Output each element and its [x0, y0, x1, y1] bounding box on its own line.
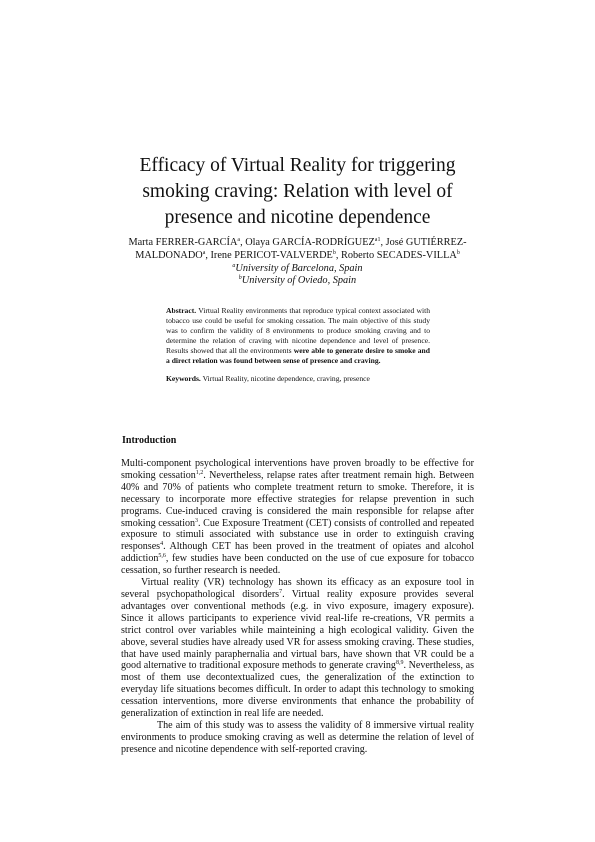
- abstract-label: Abstract.: [166, 306, 197, 315]
- introduction-body: [121, 458, 474, 756]
- paragraph-text: The aim of this study was to assess the validity of 8 immersive virtual reality environments to produce smoking craving as well as determine the relation of level of presence and nicotine dependence with self-reported craving.: [121, 719, 474, 755]
- paragraph: [121, 458, 474, 577]
- keywords-text: Virtual Reality, nicotine dependence, craving, presence: [200, 374, 370, 383]
- paragraph-text: Virtual reality (VR) technology has shown its efficacy as an exposure tool in several psychopathological disorders: [121, 577, 474, 600]
- affiliation-mark: a: [232, 263, 236, 269]
- affiliation-text: University of Barcelona, Spain: [235, 263, 363, 274]
- author-list: [110, 236, 485, 262]
- title-line-1: Efficacy of Virtual Reality for triggering: [139, 155, 456, 176]
- citation-mark: 1,2: [195, 469, 204, 476]
- citation-mark: 5,6: [158, 553, 166, 560]
- keywords-label: Keywords.: [166, 374, 201, 383]
- author-name: Marta FERRER-GARCÍA: [128, 237, 238, 248]
- abstract-text: Virtual Reality environments that reproduce typical context associated with tobacco use could be useful for smoking cessation. The main objective of this study was to confirm the validity of 8 environments to produce smoking craving and to determine the relation of craving with nicotine dependence and level of presence. Results showed that all the environments: [166, 306, 430, 355]
- paragraph-text: . Nevertheless, relapse rates after treatment remain high. Between 40% and 70% of patients who complete treatment return to smoke. Therefore, it is necessary to incorporate more effective strategies for relapse prevention in such programs. Cue-induced craving is considered the main responsible for relapse after smoking cessation: [121, 469, 474, 529]
- affiliation-text: University of Oviedo, Spain: [241, 275, 357, 286]
- author-affiliation-mark: a: [237, 237, 241, 243]
- paragraph-text: Multi-component psychological interventions have proven broadly to be effective for smoking cessation: [121, 458, 474, 481]
- author-name: , Roberto SECADES-VILLA: [335, 250, 457, 261]
- keywords: [166, 374, 430, 384]
- paragraph-text: , few studies have been conducted on the use of cue exposure for tobacco cessation, so further research is needed.: [121, 553, 474, 577]
- paragraph-text: . Nevertheless, as most of them use decontextualized cues, the generalization of the extinction to everyday life situations becomes difficult. In order to adapt this technology to smoking cessation interventions, more diverse environments that enhance the probability of generalization of extinction in real life are needed.: [121, 660, 475, 720]
- title-line-2: smoking craving: Relation with level of: [142, 181, 453, 202]
- section-heading-introduction: Introduction: [122, 435, 177, 446]
- author-name: , José GUTIÉRREZ-MALDONADO: [135, 237, 467, 261]
- paragraph: [121, 720, 474, 756]
- citation-mark: 8,9: [395, 660, 404, 667]
- paragraph-text: . Cue Exposure Treatment (CET) consists of controlled and repeated exposure to stimuli associated with substance use in order to extinguish craving responses: [121, 517, 474, 553]
- affiliation-mark: b: [238, 275, 242, 281]
- author-name: , Olaya GARCÍA-RODRÍGUEZ: [240, 237, 375, 248]
- paper-title: [80, 153, 515, 231]
- author-name: , Irene PERICOT-VALVERDE: [205, 250, 333, 261]
- citation-mark: 3: [195, 517, 199, 524]
- paragraph-text: . Although CET has been proved in the treatment of opiates and alcohol addiction: [121, 541, 474, 565]
- author-affiliation-mark: a: [202, 250, 206, 256]
- abstract: [166, 306, 430, 366]
- citation-mark: 7: [279, 588, 283, 595]
- paragraph-text: . Virtual reality exposure provides several advantages over conventional methods (e.g. in vivo exposure, imagery exposure). Since it allows participants to experience vivid real-life re-creations, VR permits a strict control over variables while mainteining a high ecological validity. Given the above, several studies have already used VR for assess smoking craving. These studies, that have used mainly paraphernalia and virtual bars, have shown that VR could be a good alternative to traditional exposure methods to generate craving: [121, 588, 474, 672]
- author-affiliation-mark: b: [332, 250, 336, 256]
- author-affiliation-mark: b: [456, 250, 460, 256]
- abstract-bold-text: were able to generate desire to smoke and a direct relation was found between sense of presence and craving.: [166, 346, 430, 365]
- affiliation-b: [150, 274, 445, 287]
- paragraph: [121, 577, 474, 720]
- author-affiliation-mark: a1: [374, 237, 381, 243]
- citation-mark: 4: [160, 541, 164, 548]
- title-line-3: presence and nicotine dependence: [164, 207, 431, 228]
